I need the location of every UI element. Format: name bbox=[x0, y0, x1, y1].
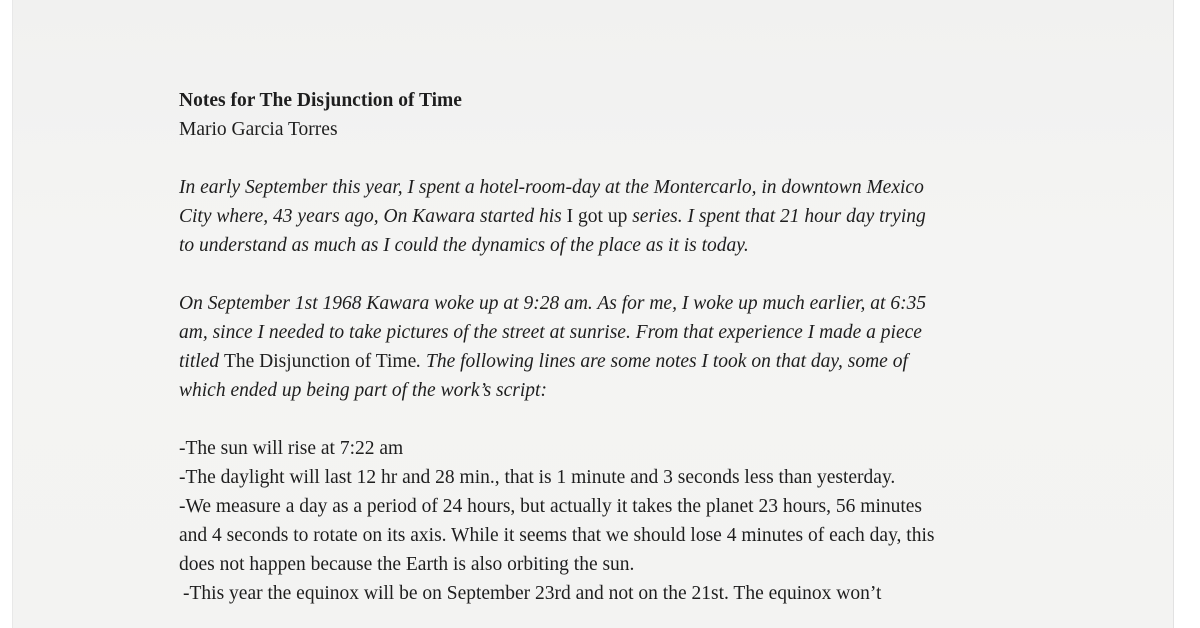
spacer bbox=[179, 405, 1019, 434]
intro-line-3-text: to understand as much as I could the dynamics of the place as it is today. bbox=[179, 235, 749, 256]
series-title-i-got-up: I got up bbox=[566, 206, 628, 227]
second-line-1-text: On September 1st 1968 Kawara woke up at 9:28 am. As for me, I woke up much earlier, at 6:35 bbox=[179, 293, 927, 314]
second-line-3-text-a: titled bbox=[179, 351, 224, 372]
note-line: -The daylight will last 12 hr and 28 min., that is 1 minute and 3 seconds less than yesterday. bbox=[179, 467, 896, 488]
paper-sheet bbox=[13, 0, 1173, 628]
second-line-2 bbox=[179, 318, 1019, 347]
intro-line-2-text-a: City where, 43 years ago, On Kawara started his bbox=[179, 206, 567, 227]
second-line-2-text: am, since I needed to take pictures of the street at sunrise. From that experience I made a piece bbox=[179, 322, 922, 343]
second-line-3 bbox=[179, 347, 1019, 376]
note-line: -This year the equinox will be on September 23rd and not on the 21st. The equinox won’t bbox=[183, 583, 882, 604]
second-line-3-text-b: . The following lines are some notes I took on that day, some of bbox=[416, 351, 908, 372]
work-title-disjunction-of-time: The Disjunction of Time bbox=[223, 351, 417, 372]
intro-paragraph bbox=[179, 173, 1019, 260]
second-paragraph bbox=[179, 289, 1019, 405]
spacer bbox=[179, 260, 1019, 289]
intro-line-2-text-b: series. I spent that 21 hour day trying bbox=[627, 206, 926, 227]
intro-line-3 bbox=[179, 231, 1019, 260]
document-author: Mario Garcia Torres bbox=[179, 119, 338, 140]
intro-line-1 bbox=[179, 173, 1019, 202]
spacer bbox=[179, 144, 1019, 173]
intro-line-2 bbox=[179, 202, 1019, 231]
note-line: -The sun will rise at 7:22 am bbox=[179, 438, 404, 459]
note-line: does not happen because the Earth is also orbiting the sun. bbox=[179, 554, 635, 575]
second-line-1 bbox=[179, 289, 1019, 318]
note-line: -We measure a day as a period of 24 hours, but actually it takes the planet 23 hours, 56 minutes bbox=[179, 496, 923, 517]
document-title: Notes for The Disjunction of Time bbox=[179, 90, 462, 111]
note-line: and 4 seconds to rotate on its axis. While it seems that we should lose 4 minutes of each day, this bbox=[179, 525, 935, 546]
second-line-4-text: which ended up being part of the work’s script: bbox=[179, 380, 547, 401]
notes-list bbox=[179, 434, 1019, 608]
second-line-4 bbox=[179, 376, 1019, 405]
document-body bbox=[179, 86, 1019, 608]
intro-line-1-text: In early September this year, I spent a hotel-room-day at the Montercarlo, in downtown Mexico bbox=[179, 177, 924, 198]
